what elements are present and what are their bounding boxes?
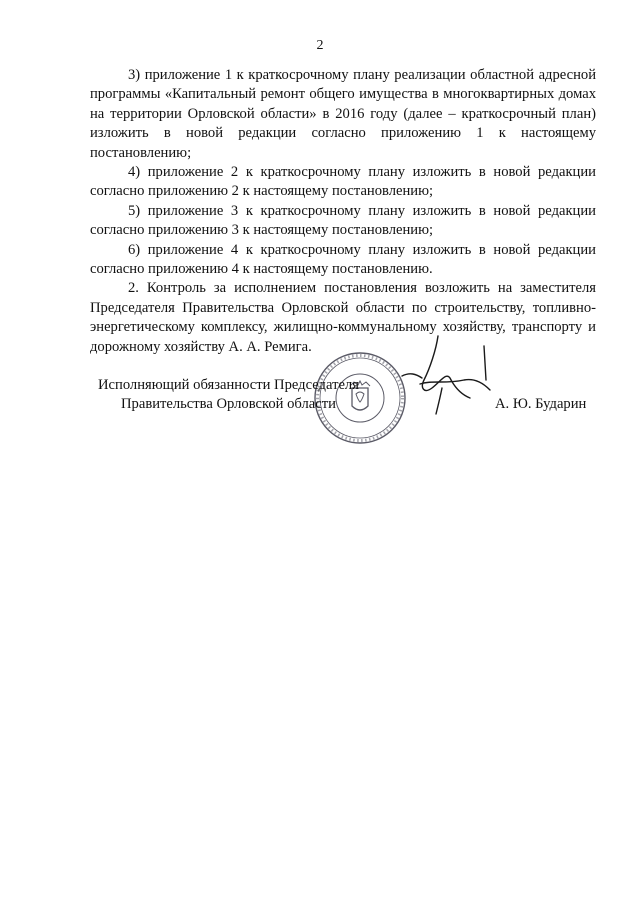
paragraph-item-6: 6) приложение 4 к краткосрочному плану изложить в новой редакции согласно приложению 4 к настоящему постановлению. xyxy=(90,241,596,278)
signatory-name: А. Ю. Бударин xyxy=(495,396,587,412)
page-number: 2 xyxy=(316,38,324,53)
document-body xyxy=(90,66,596,357)
paragraph-control-clause: 2. Контроль за исполнением постановления возложить на заместителя Председателя Правительства Орловской области по строительству, топливно-энергетическому комплексу, жилищно-коммунальному хозяйству, транспорту и дорожному хозяйству А. А. Ремига. xyxy=(90,280,596,355)
signature-block xyxy=(0,350,640,460)
signatory-title-line-2: Правительства Орловской области xyxy=(121,396,336,412)
handwritten-signature-icon xyxy=(380,328,500,423)
paragraph-item-4: 4) приложение 2 к краткосрочному плану изложить в новой редакции согласно приложению 2 к настоящему постановлению; xyxy=(90,164,596,200)
paragraph-item-3: 3) приложение 1 к краткосрочному плану реализации областной адресной программы «Капитальный ремонт общего имущества в многоквартирных домах на территории Орловской области» в 2016 году (далее – краткосрочный план) изложить в новой редакции согласно приложению 1 к настоящему постановлению; xyxy=(90,67,596,161)
signatory-title-line-1: Исполняющий обязанности Председателя xyxy=(98,377,359,393)
paragraph-item-5: 5) приложение 3 к краткосрочному плану изложить в новой редакции согласно приложению 3 к настоящему постановлению; xyxy=(90,202,596,239)
